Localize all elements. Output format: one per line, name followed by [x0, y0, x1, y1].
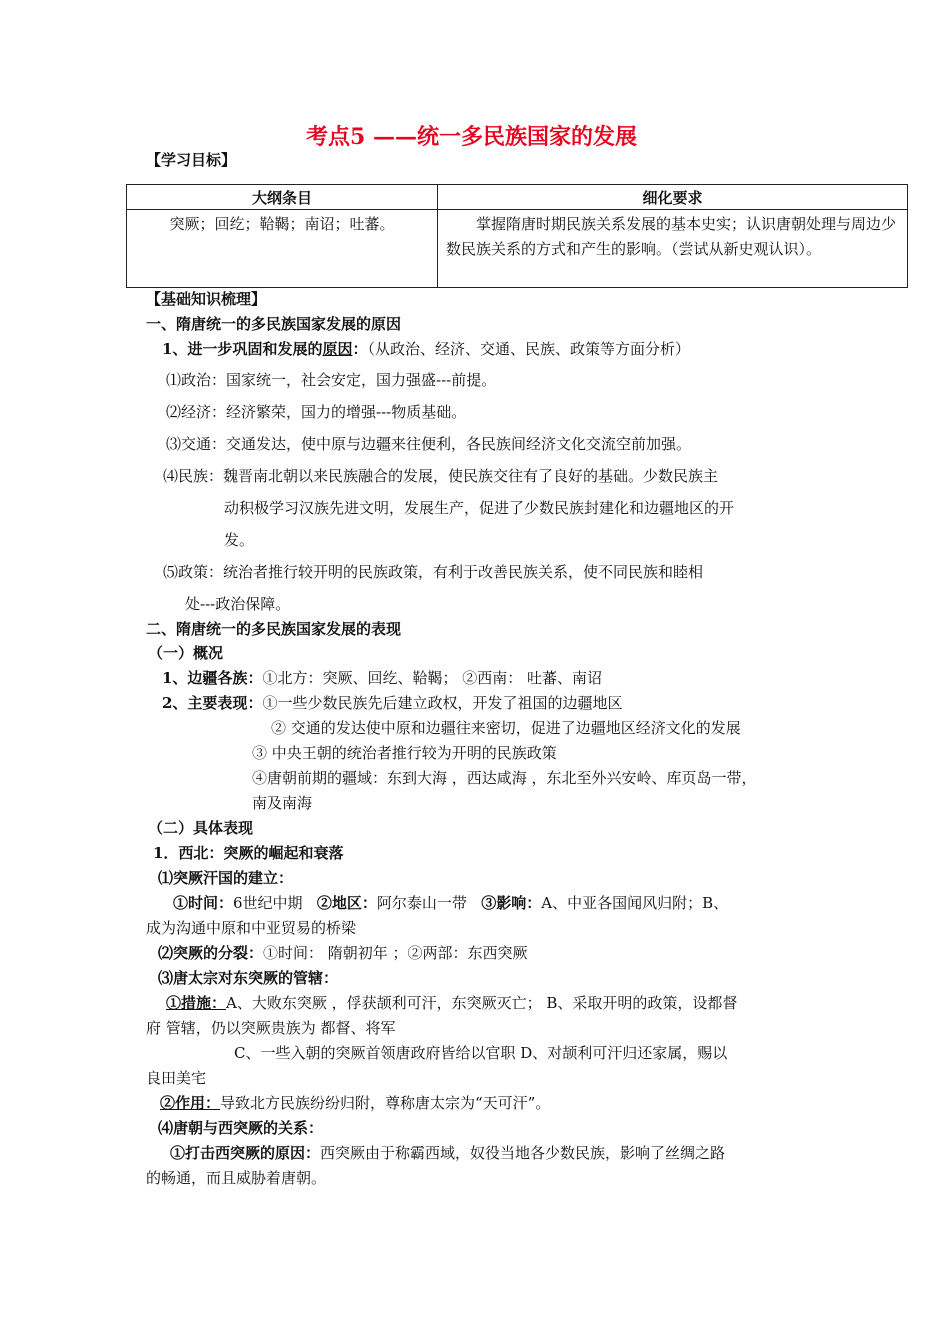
northwest-heading: 1．西北：突厥的崛起和衰落: [153, 844, 344, 862]
table-header-row: [127, 185, 908, 210]
main-line-5: 南及南海: [252, 794, 313, 812]
table-row: [127, 210, 908, 288]
reason-politics: ⑴政治：国家统一，社会安定，国力强盛---前提。: [166, 371, 497, 389]
goal-table: [126, 184, 908, 288]
main-label: 2、主要表现：: [162, 694, 263, 712]
measure-line-3: C、一些入朝的突厥首领唐政府皆给以官职 D、对颉利可汗归还家属，赐以: [234, 1044, 728, 1062]
tujue-split: [158, 946, 528, 961]
measure-line-2: 府 管辖，仍以突厥贵族为 都督、将军: [146, 1019, 396, 1037]
reason-economy: ⑵经济：经济繁荣，国力的增强---物质基础。: [166, 403, 467, 421]
reason-ethnic-cont: 动积极学习汉族先进文明，发展生产，促进了少数民族封建化和边疆地区的开: [224, 499, 735, 517]
west-reason-cont: 的畅通，而且威胁着唐朝。: [146, 1169, 327, 1187]
item1-label: 1、进一步巩固和发展的: [162, 340, 323, 358]
effect-label: ③影响：: [481, 894, 542, 912]
border-label: 1、边疆各族：: [162, 669, 263, 687]
border-text: ①北方：突厥、回纥、鞈鞨； ②西南： 吐蕃、南诏: [262, 669, 602, 687]
measure-line-4: 良田美宅: [146, 1069, 207, 1087]
time-label: ①时间：: [173, 894, 234, 912]
reason-text: 西突厥由于称霸西域，奴役当地各少数民族，影响了丝绸之路: [320, 1144, 726, 1162]
measures: [166, 996, 737, 1011]
effect-value: A、中亚各国闻风归附；B、: [541, 894, 729, 912]
part1-item1: [162, 342, 690, 357]
reason-ethnic-cont2: 发。: [224, 531, 255, 549]
item1-colon: ：: [352, 340, 368, 358]
role-label: ②作用：: [160, 1094, 221, 1112]
main-line-1: ①一些少数民族先后建立政权，开发了祖国的边疆地区: [262, 694, 623, 712]
reason-label: ①打击西突厥的原因：: [170, 1144, 321, 1162]
tujue-founding: ⑴突厥汗国的建立：: [158, 869, 294, 887]
table-cell: 掌握隋唐时期民族关系发展的基本史实；认识唐朝处理与周边少数民族关系的方式和产生的影响。（尝试从新史观认识）。: [438, 210, 908, 288]
split-label: ⑵突厥的分裂：: [158, 944, 264, 962]
west-reason: [170, 1146, 725, 1161]
section-heading-goal: 【学习目标】: [146, 151, 237, 169]
reason-policy: ⑸政策：统治者推行较开明的民族政策，有利于改善民族关系，使不同民族和睦相: [163, 563, 704, 581]
part2-heading: 二、隋唐统一的多民族国家发展的表现: [146, 620, 402, 638]
tujue-effect-cont: 成为沟通中原和中亚贸易的桥梁: [146, 919, 357, 937]
measure-label: ①措施：: [166, 994, 227, 1012]
main-line-3: ③ 中央王朝的统治者推行较为开明的民族政策: [252, 744, 557, 762]
place-value: 阿尔泰山一带: [376, 894, 467, 912]
main-line-2: ② 交通的发达使中原和边疆往来密切，促进了边疆地区经济文化的发展: [271, 719, 741, 737]
item1-note: （从政治、经济、交通、民族、政策等方面分析）: [367, 340, 690, 358]
reason-ethnic: ⑷民族：魏晋南北朝以来民族融合的发展，使民族交往有了良好的基础。少数民族主: [163, 467, 719, 485]
main-line-4: ④唐朝前期的疆域：东到大海 ，西达咸海 ，东北至外兴安岭、库页岛一带，: [252, 769, 757, 787]
table-cell: 突厥；回纥；鞈鞨；南诏；吐蕃。: [127, 210, 438, 288]
place-label: ②地区：: [316, 894, 377, 912]
main-performance: [162, 696, 622, 711]
border-peoples: [162, 671, 602, 686]
page-title: 考点5 ——统一多民族国家的发展: [306, 124, 637, 150]
item1-keyword: 原因: [322, 340, 353, 358]
west-tujue-heading: ⑷唐朝与西突厥的关系：: [158, 1119, 324, 1137]
role-text: 导致北方民族纷纷归附，尊称唐太宗为“天可汗”。: [220, 1094, 551, 1112]
measure-text: A、大败东突厥 ，俘获颉利可汗，东突厥灭亡； B、采取开明的政策，设都督: [226, 994, 738, 1012]
specific-heading: （二）具体表现: [148, 819, 254, 837]
table-header-cell: 细化要求: [438, 185, 908, 210]
reason-transport: ⑶交通：交通发达，使中原与边疆来往便利，各民族间经济文化交流空前加强。: [166, 435, 692, 453]
split-text: ①时间： 隋朝初年 ；②两部：东西突厥: [263, 944, 528, 962]
time-value: 6世纪中期: [233, 894, 303, 912]
section-heading-basic: 【基础知识梳理】: [146, 290, 267, 308]
table-header-cell: 大纲条目: [127, 185, 438, 210]
taizong-heading: ⑶唐太宗对东突厥的管辖：: [158, 969, 339, 987]
overview-heading: （一）概况: [148, 644, 224, 662]
tujue-founding-details: [173, 896, 728, 911]
reason-policy-cont: 处---政治保障。: [185, 595, 291, 613]
role: [160, 1096, 550, 1111]
part1-heading: 一、隋唐统一的多民族国家发展的原因: [146, 315, 402, 333]
